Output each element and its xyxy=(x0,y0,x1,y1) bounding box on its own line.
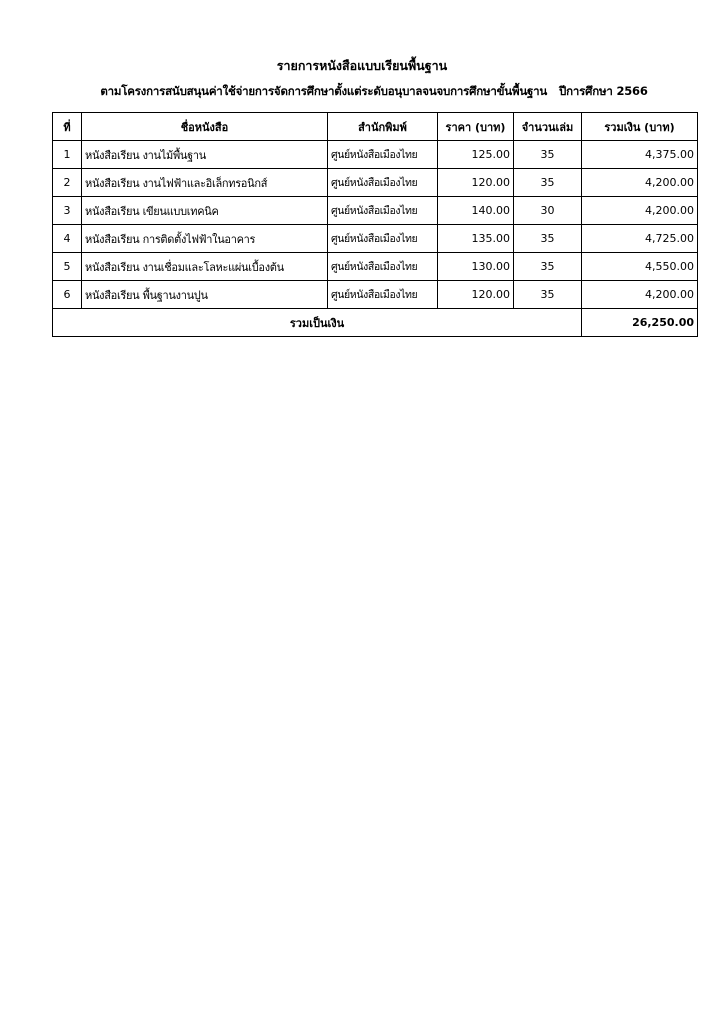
row-quantity: 30 xyxy=(514,197,582,225)
document-subtitle: ตามโครงการสนับสนุนค่าใช้จ่ายการจัดการศึกษาตั้งแต่ระดับอนุบาลจนจบการศึกษาขั้นพื้นฐาน xyxy=(100,84,548,98)
row-price: 130.00 xyxy=(438,253,514,281)
table-row xyxy=(53,141,698,169)
summary-label: รวมเป็นเงิน xyxy=(53,309,582,337)
header-total: รวมเงิน (บาท) xyxy=(582,113,698,141)
row-price: 125.00 xyxy=(438,141,514,169)
row-price: 135.00 xyxy=(438,225,514,253)
row-total: 4,200.00 xyxy=(582,169,698,197)
row-price: 120.00 xyxy=(438,169,514,197)
row-no: 3 xyxy=(53,197,82,225)
row-publisher: ศูนย์หนังสือเมืองไทย xyxy=(328,169,438,197)
header-price: ราคา (บาท) xyxy=(438,113,514,141)
book-list-table xyxy=(52,112,698,337)
table-row xyxy=(53,169,698,197)
row-book-name: หนังสือเรียน เขียนแบบเทคนิค xyxy=(82,197,328,225)
row-book-name: หนังสือเรียน งานเชื่อมและโลหะแผ่นเบื้องต้น xyxy=(82,253,328,281)
row-book-name: หนังสือเรียน การติดตั้งไฟฟ้าในอาคาร xyxy=(82,225,328,253)
table-row xyxy=(53,197,698,225)
row-price: 140.00 xyxy=(438,197,514,225)
row-book-name: หนังสือเรียน งานไม้พื้นฐาน xyxy=(82,141,328,169)
summary-total: 26,250.00 xyxy=(582,309,698,337)
row-total: 4,200.00 xyxy=(582,197,698,225)
row-no: 4 xyxy=(53,225,82,253)
row-publisher: ศูนย์หนังสือเมืองไทย xyxy=(328,141,438,169)
row-quantity: 35 xyxy=(514,169,582,197)
row-price: 120.00 xyxy=(438,281,514,309)
row-quantity: 35 xyxy=(514,281,582,309)
row-publisher: ศูนย์หนังสือเมืองไทย xyxy=(328,197,438,225)
row-total: 4,200.00 xyxy=(582,281,698,309)
row-publisher: ศูนย์หนังสือเมืองไทย xyxy=(328,253,438,281)
summary-row xyxy=(53,309,698,337)
row-no: 6 xyxy=(53,281,82,309)
table-row xyxy=(53,253,698,281)
row-publisher: ศูนย์หนังสือเมืองไทย xyxy=(328,281,438,309)
header-no: ที่ xyxy=(53,113,82,141)
academic-year: ปีการศึกษา 2566 xyxy=(559,84,648,98)
row-total: 4,725.00 xyxy=(582,225,698,253)
row-publisher: ศูนย์หนังสือเมืองไทย xyxy=(328,225,438,253)
header-quantity: จำนวนเล่ม xyxy=(514,113,582,141)
row-total: 4,375.00 xyxy=(582,141,698,169)
document-subtitle-row xyxy=(52,83,696,101)
row-quantity: 35 xyxy=(514,253,582,281)
row-no: 1 xyxy=(53,141,82,169)
row-no: 2 xyxy=(53,169,82,197)
row-book-name: หนังสือเรียน พื้นฐานงานปูน xyxy=(82,281,328,309)
row-no: 5 xyxy=(53,253,82,281)
row-quantity: 35 xyxy=(514,225,582,253)
row-total: 4,550.00 xyxy=(582,253,698,281)
table-row xyxy=(53,281,698,309)
table-row xyxy=(53,225,698,253)
row-book-name: หนังสือเรียน งานไฟฟ้าและอิเล็กทรอนิกส์ xyxy=(82,169,328,197)
header-name: ชื่อหนังสือ xyxy=(82,113,328,141)
document-title: รายการหนังสือแบบเรียนพื้นฐาน xyxy=(276,58,448,73)
header-publisher: สำนักพิมพ์ xyxy=(328,113,438,141)
row-quantity: 35 xyxy=(514,141,582,169)
table-header-row xyxy=(53,113,698,141)
